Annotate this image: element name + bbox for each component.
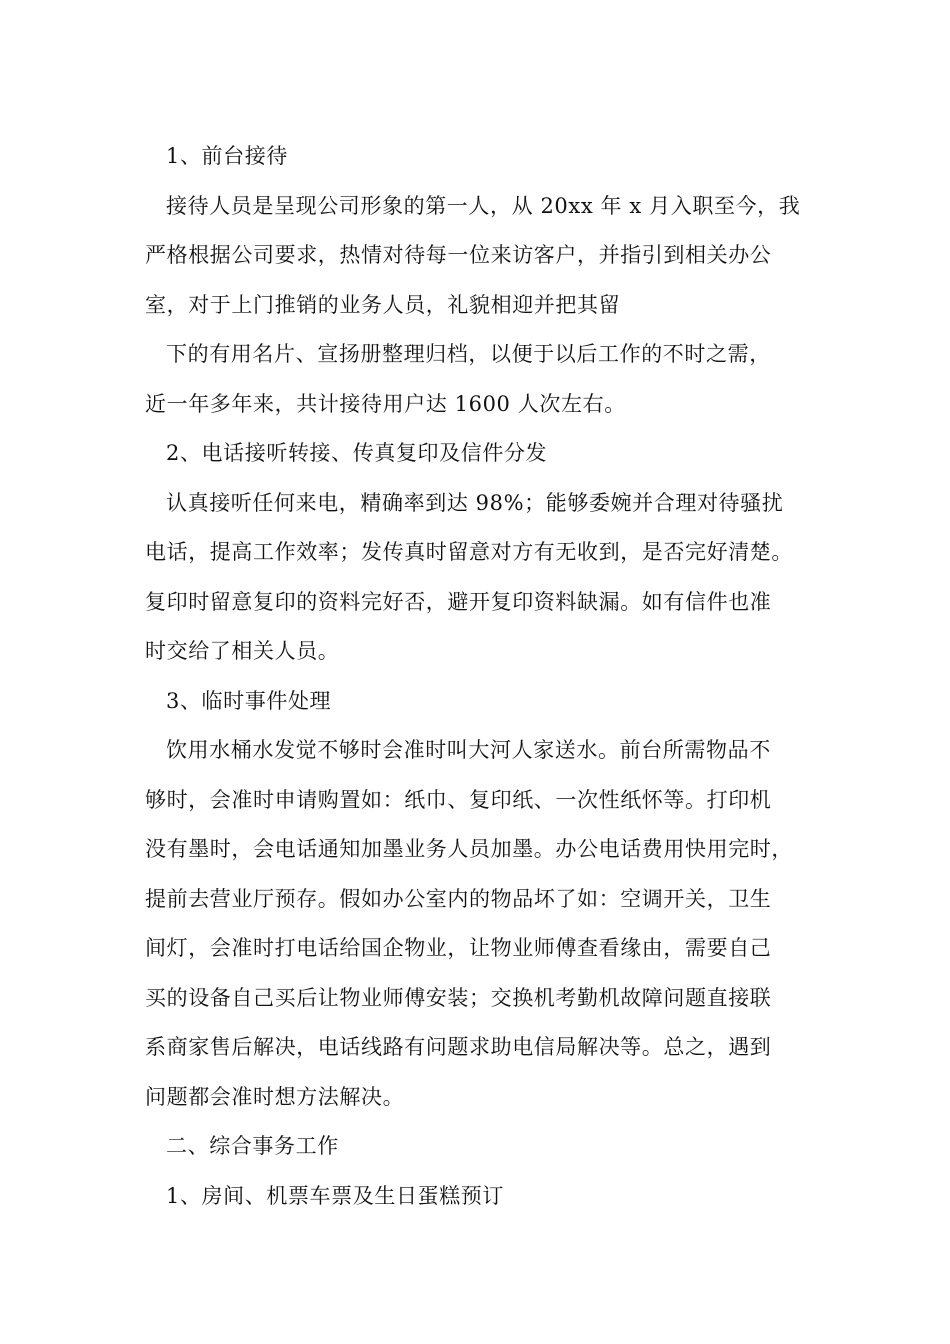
- paragraph-line: 电话，提高工作效率；发传真时留意对方有无收到，是否完好清楚。: [145, 540, 793, 564]
- paragraph-line: 系商家售后解决，电话线路有问题求助电信局解决等。总之，遇到: [145, 1035, 772, 1059]
- paragraph-line: 严格根据公司要求，热情对待每一位来访客户，并指引到相关办公: [145, 243, 772, 267]
- paragraph-line: 没有墨时，会电话通知加墨业务人员加墨。办公电话费用快用完时，: [145, 837, 793, 861]
- paragraph-line: 间灯，会准时打电话给国企物业，让物业师傅查看缘由，需要自己: [145, 936, 772, 960]
- paragraph-line: 接待人员是呈现公司形象的第一人，从 20xx 年 x 月入职至今，我: [166, 193, 801, 218]
- section-heading: 1、前台接待: [166, 144, 288, 168]
- document-body: [145, 132, 815, 1221]
- paragraph-line: 买的设备自己买后让物业师傅安装；交换机考勤机故障问题直接联: [145, 985, 772, 1010]
- paragraph-line: 认真接听任何来电，精确率到达 98%；能够委婉并合理对待骚扰: [166, 490, 784, 515]
- paragraph-line: 时交给了相关人员。: [145, 639, 340, 663]
- paragraph-line: 下的有用名片、宣扬册整理归档，以便于以后工作的不时之需，: [166, 342, 771, 366]
- paragraph-line: 够时，会准时申请购置如：纸巾、复印纸、一次性纸怀等。打印机: [145, 787, 772, 812]
- section-heading: 3、临时事件处理: [166, 688, 332, 713]
- paragraph-line: 近一年多年来，共计接待用户达 1600 人次左右。: [145, 391, 626, 416]
- section-heading: 二、综合事务工作: [166, 1134, 339, 1158]
- paragraph-line: 饮用水桶水发觉不够时会准时叫大河人家送水。前台所需物品不: [166, 738, 771, 762]
- paragraph-line: 提前去营业厅预存。假如办公室内的物品坏了如：空调开关，卫生: [145, 886, 772, 911]
- paragraph-line: 室，对于上门推销的业务人员，礼貌相迎并把其留: [145, 292, 621, 317]
- section-heading: 1、房间、机票车票及生日蛋糕预订: [166, 1183, 504, 1208]
- paragraph-line: 问题都会准时想方法解决。: [145, 1084, 405, 1109]
- section-heading: 2、电话接听转接、传真复印及信件分发: [166, 441, 548, 465]
- paragraph-line: 复印时留意复印的资料完好否，避开复印资料缺漏。如有信件也准: [145, 589, 772, 614]
